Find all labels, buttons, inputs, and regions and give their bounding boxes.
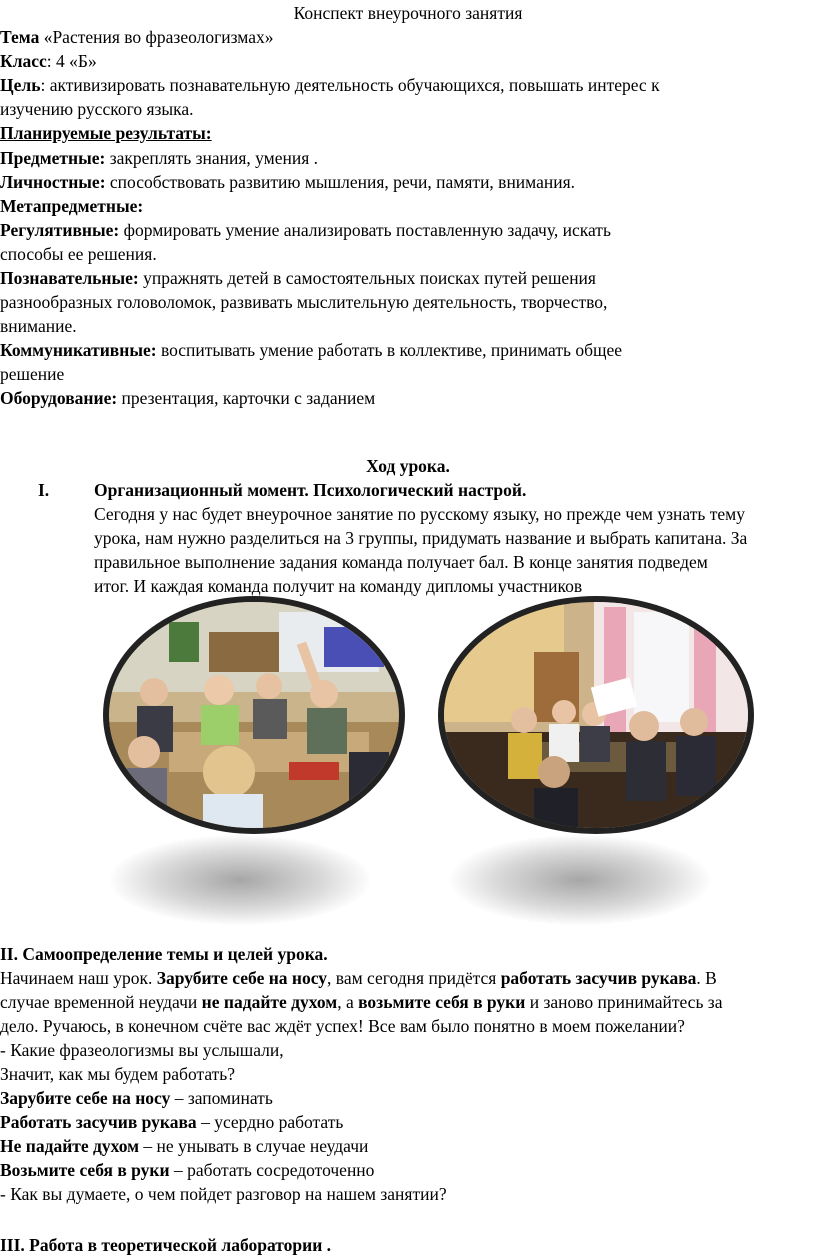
comm-value-1: воспитывать умение работать в коллективе, принимать общее <box>156 340 623 360</box>
subject-line <box>0 146 318 170</box>
photo-shadow-left <box>110 835 370 925</box>
equipment-line <box>0 386 375 410</box>
lesson-heading: Ход урока. <box>366 456 450 476</box>
equipment-label: Оборудование: <box>0 388 118 408</box>
subject-value: закреплять знания, умения . <box>105 148 319 168</box>
topic-line <box>0 25 274 49</box>
classroom-illustration-left <box>109 602 399 828</box>
comm-line-2: решение <box>0 364 65 384</box>
subject-label: Предметные: <box>0 148 106 168</box>
section-1-text-3: правильное выполнение задания команда получает бал. В конце занятия подведем <box>94 552 708 572</box>
equipment-value: презентация, карточки с заданием <box>117 388 376 408</box>
goal-line-1 <box>0 73 660 97</box>
photo-shadow-right <box>450 835 710 925</box>
personal-value: способствовать развитию мышления, речи, памяти, внимания. <box>105 172 576 192</box>
regul-line-1 <box>0 218 611 242</box>
phrase-3: Не падайте духом – не унывать в случае неудачи <box>0 1136 369 1156</box>
regul-label: Регулятивные: <box>0 220 120 240</box>
section-2-question: - Как вы думаете, о чем пойдет разговор на нашем занятии? <box>0 1184 447 1204</box>
section-1-text-2: урока, нам нужно разделиться на 3 группы, придумать название и выбрать капитана. За <box>94 528 748 548</box>
section-3-title: III. Работа в теоретической лаборатории . <box>0 1235 332 1255</box>
regul-value-1: формировать умение анализировать поставленную задачу, искать <box>119 220 611 240</box>
personal-line <box>0 170 575 194</box>
topic-label: Тема <box>0 27 40 47</box>
class-value: : 4 «Б» <box>46 51 97 71</box>
regul-line-2: способы ее решения. <box>0 244 157 264</box>
section-2-line-2: случае временной неудачи не падайте духом, а возьмите себя в руки и заново принимайтесь за <box>0 992 723 1012</box>
section-2-line-4: - Какие фразеологизмы вы услышали, <box>0 1040 284 1060</box>
classroom-photo-left <box>103 596 405 834</box>
topic-value: «Растения во фразеологизмах» <box>39 27 274 47</box>
cogn-value-1: упражнять детей в самостоятельных поисках путей решения <box>138 268 596 288</box>
results-heading: Планируемые результаты: <box>0 123 212 143</box>
cogn-line-1 <box>0 266 596 290</box>
class-line <box>0 49 97 73</box>
section-1-number: I. <box>38 480 50 500</box>
meta-heading: Метапредметные: <box>0 196 144 216</box>
goal-line-2: изучению русского языка. <box>0 99 194 119</box>
personal-label: Личностные: <box>0 172 106 192</box>
classroom-photo-right <box>438 596 754 834</box>
phrase-4: Возьмите себя в руки – работать сосредоточенно <box>0 1160 375 1180</box>
section-2-line-5: Значит, как мы будем работать? <box>0 1064 236 1084</box>
comm-label: Коммуникативные: <box>0 340 157 360</box>
document-title: Конспект внеурочного занятия <box>293 3 523 23</box>
phrase-1: Зарубите себе на носу – запоминать <box>0 1088 273 1108</box>
cogn-line-2: разнообразных головоломок, развивать мыслительную деятельность, творчество, <box>0 292 608 312</box>
section-1-text-1: Сегодня у нас будет внеурочное занятие по русскому языку, но прежде чем узнать тему <box>94 504 745 524</box>
classroom-illustration-right <box>444 602 748 828</box>
class-label: Класс <box>0 51 47 71</box>
goal-value-1: : активизировать познавательную деятельность обучающихся, повышать интерес к <box>40 75 660 95</box>
cogn-line-3: внимание. <box>0 316 77 336</box>
section-2-title: II. Самоопределение темы и целей урока. <box>0 944 328 964</box>
section-2-line-1: Начинаем наш урок. Зарубите себе на носу, вам сегодня придётся работать засучив рукава. В <box>0 968 717 988</box>
phrase-2: Работать засучив рукава – усердно работать <box>0 1112 344 1132</box>
comm-line-1 <box>0 338 622 362</box>
section-1-text-4: итог. И каждая команда получит на команду дипломы участников <box>94 576 583 596</box>
cogn-label: Познавательные: <box>0 268 139 288</box>
section-2-line-3: дело. Ручаюсь, в конечном счёте вас ждёт успех! Все вам было понятно в моем пожелании? <box>0 1016 685 1036</box>
section-1-title: Организационный момент. Психологический настрой. <box>94 480 527 500</box>
goal-label: Цель <box>0 75 41 95</box>
